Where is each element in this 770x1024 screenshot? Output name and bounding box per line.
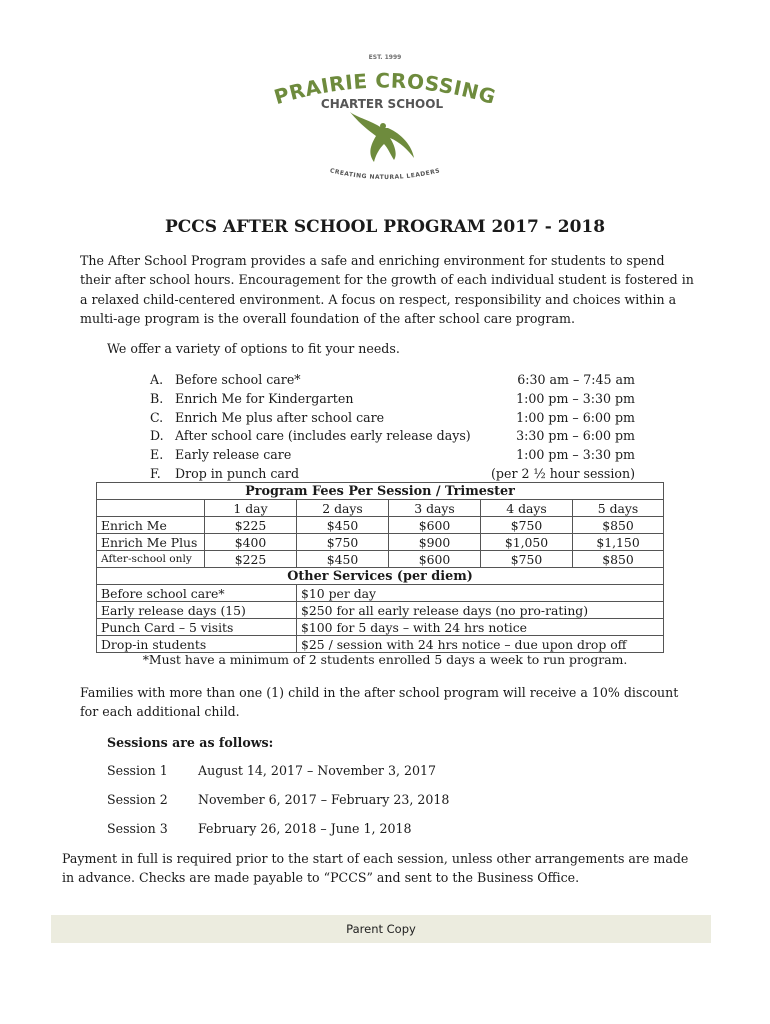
table-cell: $750 xyxy=(481,551,573,568)
intro-paragraph: The After School Program provides a safe and enriching environment for students to spend their after school hours. Encouragement for the growth of each individual student is fostered in a relaxed child-centered environment. A focus on respect, responsibility and choices within a multi-age program is the overall foundation of the after school care program. xyxy=(80,253,694,327)
row-label: Enrich Me Plus xyxy=(97,534,205,551)
session-dates: November 6, 2017 – February 23, 2018 xyxy=(198,792,450,807)
table-cell: $250 for all early release days (no pro-rating) xyxy=(297,602,664,619)
footer-parent-copy: Parent Copy xyxy=(51,915,711,943)
table-row xyxy=(97,585,664,602)
option-label: Drop in punch card xyxy=(175,465,300,481)
table-cell: $1,050 xyxy=(481,534,573,551)
table-cell: $600 xyxy=(389,551,481,568)
row-label: Punch Card – 5 visits xyxy=(97,619,297,636)
table-cell: $450 xyxy=(297,551,389,568)
sessions-title: Sessions are as follows: xyxy=(107,735,274,750)
table-cell: $10 per day xyxy=(297,585,664,602)
list-item xyxy=(150,427,635,446)
table-row xyxy=(97,602,664,619)
table-cell: $750 xyxy=(481,517,573,534)
table-row xyxy=(97,636,664,653)
row-label: Enrich Me xyxy=(97,517,205,534)
table-cell: $750 xyxy=(297,534,389,551)
footnote: *Must have a minimum of 2 students enrolled 5 days a week to run program. xyxy=(142,652,628,667)
option-label: Early release care xyxy=(175,447,292,463)
option-letter: A. xyxy=(150,372,164,387)
hawk-icon xyxy=(350,112,414,162)
table-cell: $400 xyxy=(205,534,297,551)
school-logo xyxy=(270,50,500,190)
option-time: 1:00 pm – 3:30 pm xyxy=(516,447,635,463)
session-name: Session 3 xyxy=(107,821,168,836)
table-cell: $900 xyxy=(389,534,481,551)
option-label: Enrich Me plus after school care xyxy=(175,409,385,425)
column-header: 1 day xyxy=(205,500,297,517)
payment-paragraph: Payment in full is required prior to the start of each session, unless other arrangements are made in advance. Checks are made payable to “PCCS” and sent to the Business Office. xyxy=(62,851,689,886)
discount-paragraph: Families with more than one (1) child in the after school program will receive a 10% discount for each additional child. xyxy=(80,685,679,720)
table-row xyxy=(97,517,664,534)
option-letter: E. xyxy=(150,447,164,463)
table-cell: $600 xyxy=(389,517,481,534)
option-letter: F. xyxy=(150,465,161,481)
table-cell: $850 xyxy=(573,517,664,534)
logo-graphic xyxy=(270,50,500,190)
session-name: Session 1 xyxy=(107,763,168,778)
options-intro: We offer a variety of options to fit your needs. xyxy=(107,341,400,356)
table-cell xyxy=(97,500,205,517)
row-label: Early release days (15) xyxy=(97,602,297,619)
option-time: 1:00 pm – 6:00 pm xyxy=(516,409,635,425)
session-dates: August 14, 2017 – November 3, 2017 xyxy=(198,763,437,778)
table-cell: $850 xyxy=(573,551,664,568)
option-label: Enrich Me for Kindergarten xyxy=(175,390,354,406)
option-time: 1:00 pm – 3:30 pm xyxy=(516,390,635,406)
table-row xyxy=(97,551,664,568)
option-time: 3:30 pm – 6:00 pm xyxy=(516,428,635,444)
list-item xyxy=(150,409,635,428)
list-item xyxy=(150,390,635,409)
table-cell: $450 xyxy=(297,517,389,534)
column-header: 3 days xyxy=(389,500,481,517)
column-header: 5 days xyxy=(573,500,664,517)
table-row xyxy=(97,568,664,585)
logo-tagline: CREATING NATURAL LEADERS xyxy=(329,167,441,182)
session-name: Session 2 xyxy=(107,792,168,807)
option-label: After school care (includes early release days) xyxy=(175,428,471,444)
table-cell: $225 xyxy=(205,551,297,568)
table-row xyxy=(97,483,664,500)
logo-name-line2: CHARTER SCHOOL xyxy=(320,97,444,111)
fees-table xyxy=(96,482,664,653)
options-list xyxy=(150,371,635,484)
option-time: 6:30 am – 7:45 am xyxy=(517,372,635,387)
logo-est: EST. 1999 xyxy=(368,54,402,61)
table-row xyxy=(97,534,664,551)
column-header: 4 days xyxy=(481,500,573,517)
table-row xyxy=(97,619,664,636)
fees-heading: Program Fees Per Session / Trimester xyxy=(97,483,664,500)
table-row xyxy=(97,500,664,517)
other-services-heading: Other Services (per diem) xyxy=(97,568,664,585)
column-header: 2 days xyxy=(297,500,389,517)
option-label: Before school care* xyxy=(175,372,301,387)
option-time: (per 2 ½ hour session) xyxy=(491,465,635,481)
session-dates: February 26, 2018 – June 1, 2018 xyxy=(198,821,412,836)
option-letter: C. xyxy=(150,409,164,425)
row-label: Drop-in students xyxy=(97,636,297,653)
table-cell: $100 for 5 days – with 24 hrs notice xyxy=(297,619,664,636)
logo-name-line1: PRAIRIE CROSSING xyxy=(271,68,499,110)
table-cell: $225 xyxy=(205,517,297,534)
row-label: Before school care* xyxy=(97,585,297,602)
list-item xyxy=(150,446,635,465)
option-letter: B. xyxy=(150,390,164,406)
page-title: PCCS AFTER SCHOOL PROGRAM 2017 - 2018 xyxy=(164,217,606,237)
list-item xyxy=(150,465,635,484)
table-cell: $25 / session with 24 hrs notice – due upon drop off xyxy=(297,636,664,653)
row-label: After-school only xyxy=(97,551,205,568)
option-letter: D. xyxy=(150,428,164,444)
table-cell: $1,150 xyxy=(573,534,664,551)
list-item xyxy=(150,371,635,390)
